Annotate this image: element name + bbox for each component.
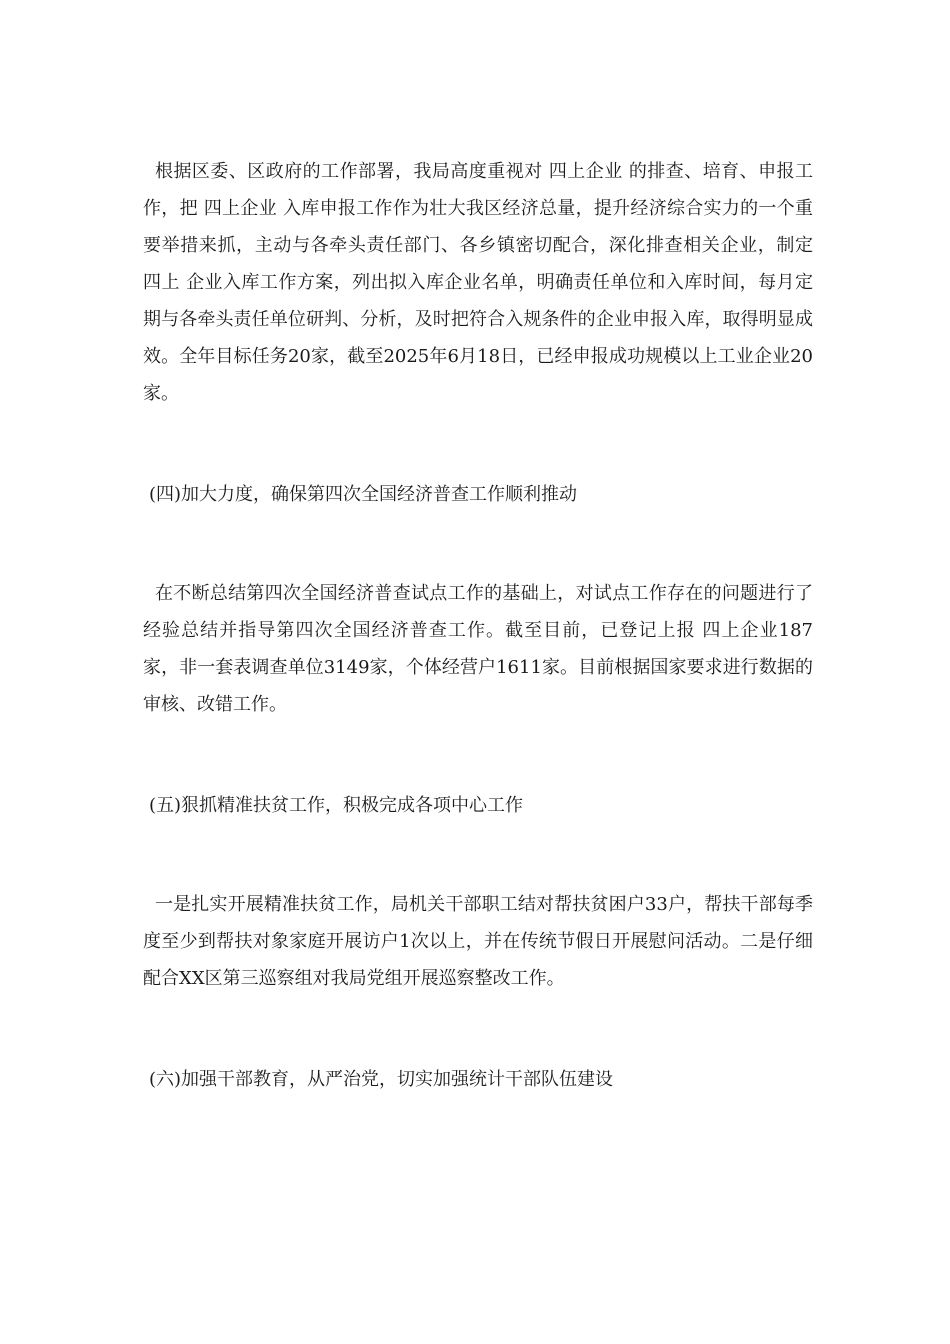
- spacer: [143, 723, 813, 787]
- spacer: [143, 513, 813, 575]
- section-heading-6: (六)加强干部教育，从严治党，切实加强统计干部队伍建设: [149, 1069, 614, 1090]
- section-heading-4: (四)加大力度，确保第四次全国经济普查工作顺利推动: [149, 484, 578, 505]
- section-heading-5: (五)狠抓精准扶贫工作，积极完成各项中心工作: [149, 795, 524, 816]
- paragraph-economic-census: 在不断总结第四次全国经济普查试点工作的基础上，对试点工作存在的问题进行了经验总结并指导第四次全国经济普查工作。截至目前，已登记上报 四上企业187家，非一套表调查单位3149家，个体经营户1611家。目前根据国家要求进行数据的审核、改错工作。: [143, 583, 813, 715]
- paragraph-poverty-alleviation: 一是扎实开展精准扶贫工作，局机关干部职工结对帮扶贫困户33户，帮扶干部每季度至少到帮扶对象家庭开展访户1次以上，并在传统节假日开展慰问活动。二是仔细配合XX区第三巡察组对我局党组开展巡察整改工作。: [143, 894, 813, 989]
- paragraph-enterprise-registration: 根据区委、区政府的工作部署，我局高度重视对 四上企业 的排查、培育、申报工作，把 四上企业 入库申报工作作为壮大我区经济总量，提升经济综合实力的一个重要举措来抓，主动与各牵头责任部门、各乡镇密切配合，深化排查相关企业，制定 四上 企业入库工作方案，列出拟入库企业名单，明确责任单位和入库时间，每月定期与各牵头责任单位研判、分析，及时把符合入规条件的企业申报入库，取得明显成效。全年目标任务20家，截至2025年6月18日，已经申报成功规模以上工业企业20家。: [143, 161, 813, 404]
- document-body: [143, 153, 813, 1098]
- spacer: [143, 824, 813, 886]
- spacer: [143, 997, 813, 1061]
- spacer: [143, 412, 813, 476]
